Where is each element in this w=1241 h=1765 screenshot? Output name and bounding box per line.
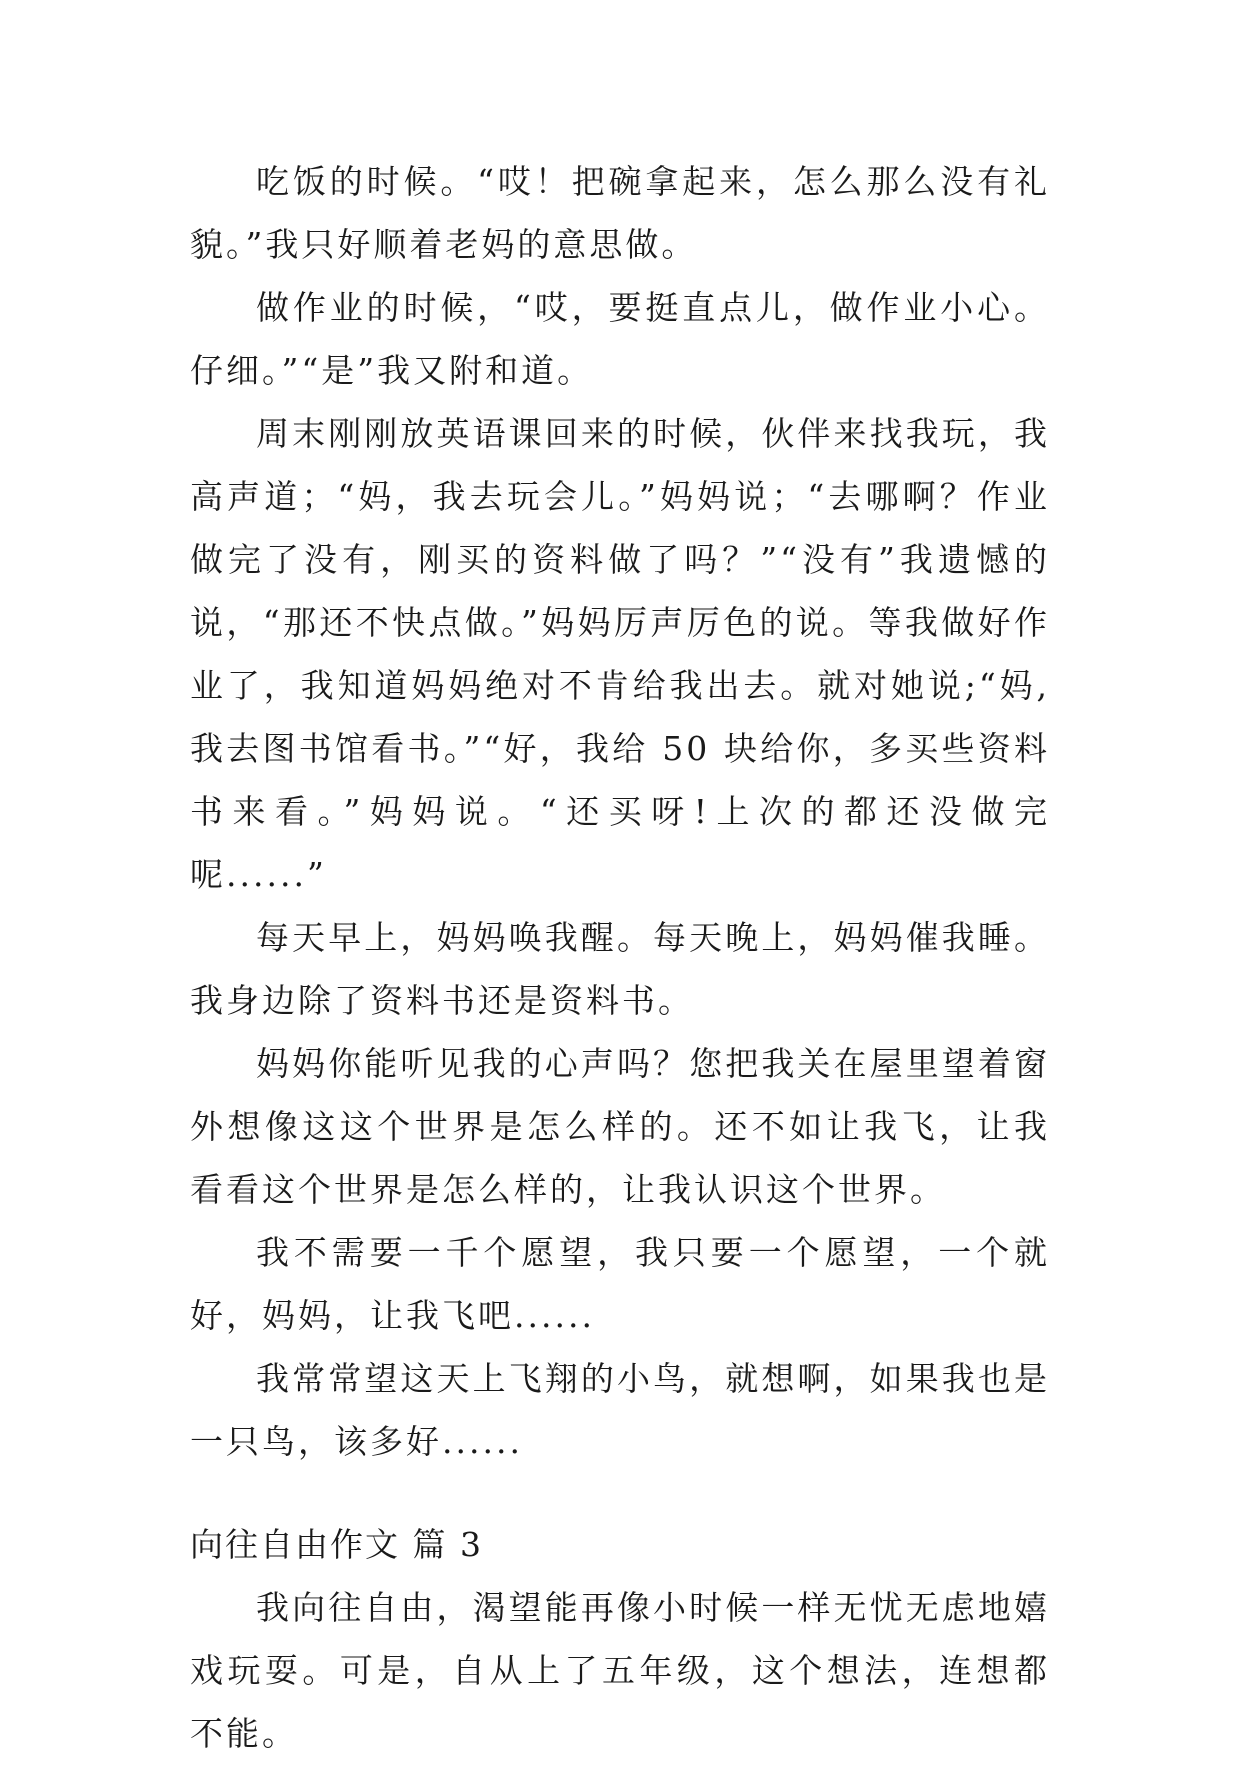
paragraph: 做作业的时候，“哎，要挺直点儿，做作业小心。仔细。”“是”我又附和道。 [190,288,1050,390]
paragraph: 每天早上，妈妈唤我醒。每天晚上，妈妈催我睡。我身边除了资料书还是资料书。 [190,918,1050,1020]
section-spacer [190,1473,1050,1513]
paragraph: 我常常望这天上飞翔的小鸟，就想啊，如果我也是一只鸟，该多好...... [190,1359,1050,1461]
document-body [190,150,1050,1765]
section-title: 向往自由作文 篇 3 [190,1525,483,1564]
paragraph: 妈妈你能听见我的心声吗？您把我关在屋里望着窗外想像这这个世界是怎么样的。还不如让我飞，让我看看这个世界是怎么样的，让我认识这个世界。 [190,1044,1050,1209]
paragraph: 周末刚刚放英语课回来的时候，伙伴来找我玩，我高声道；“妈，我去玩会儿。”妈妈说；“去哪啊？作业做完了没有，刚买的资料做了吗？”“没有”我遗憾的说，“那还不快点做。”妈妈厉声厉色的说。等我做好作业了，我知道妈妈绝对不肯给我出去。就对她说;“妈,我去图书馆看书。”“好，我给 50 块给你，多买些资料书来看。”妈妈说。“还买呀!上次的都还没做完呢......” [190,414,1050,894]
paragraph: 我不需要一千个愿望，我只要一个愿望，一个就好，妈妈，让我飞吧...... [190,1233,1050,1335]
paragraph: 我向往自由，渴望能再像小时候一样无忧无虑地嬉戏玩耍。可是，自从上了五年级，这个想法，连想都不能。 [190,1588,1050,1753]
paragraph: 吃饭的时候。“哎！把碗拿起来，怎么那么没有礼貌。”我只好顺着老妈的意思做。 [190,162,1050,264]
